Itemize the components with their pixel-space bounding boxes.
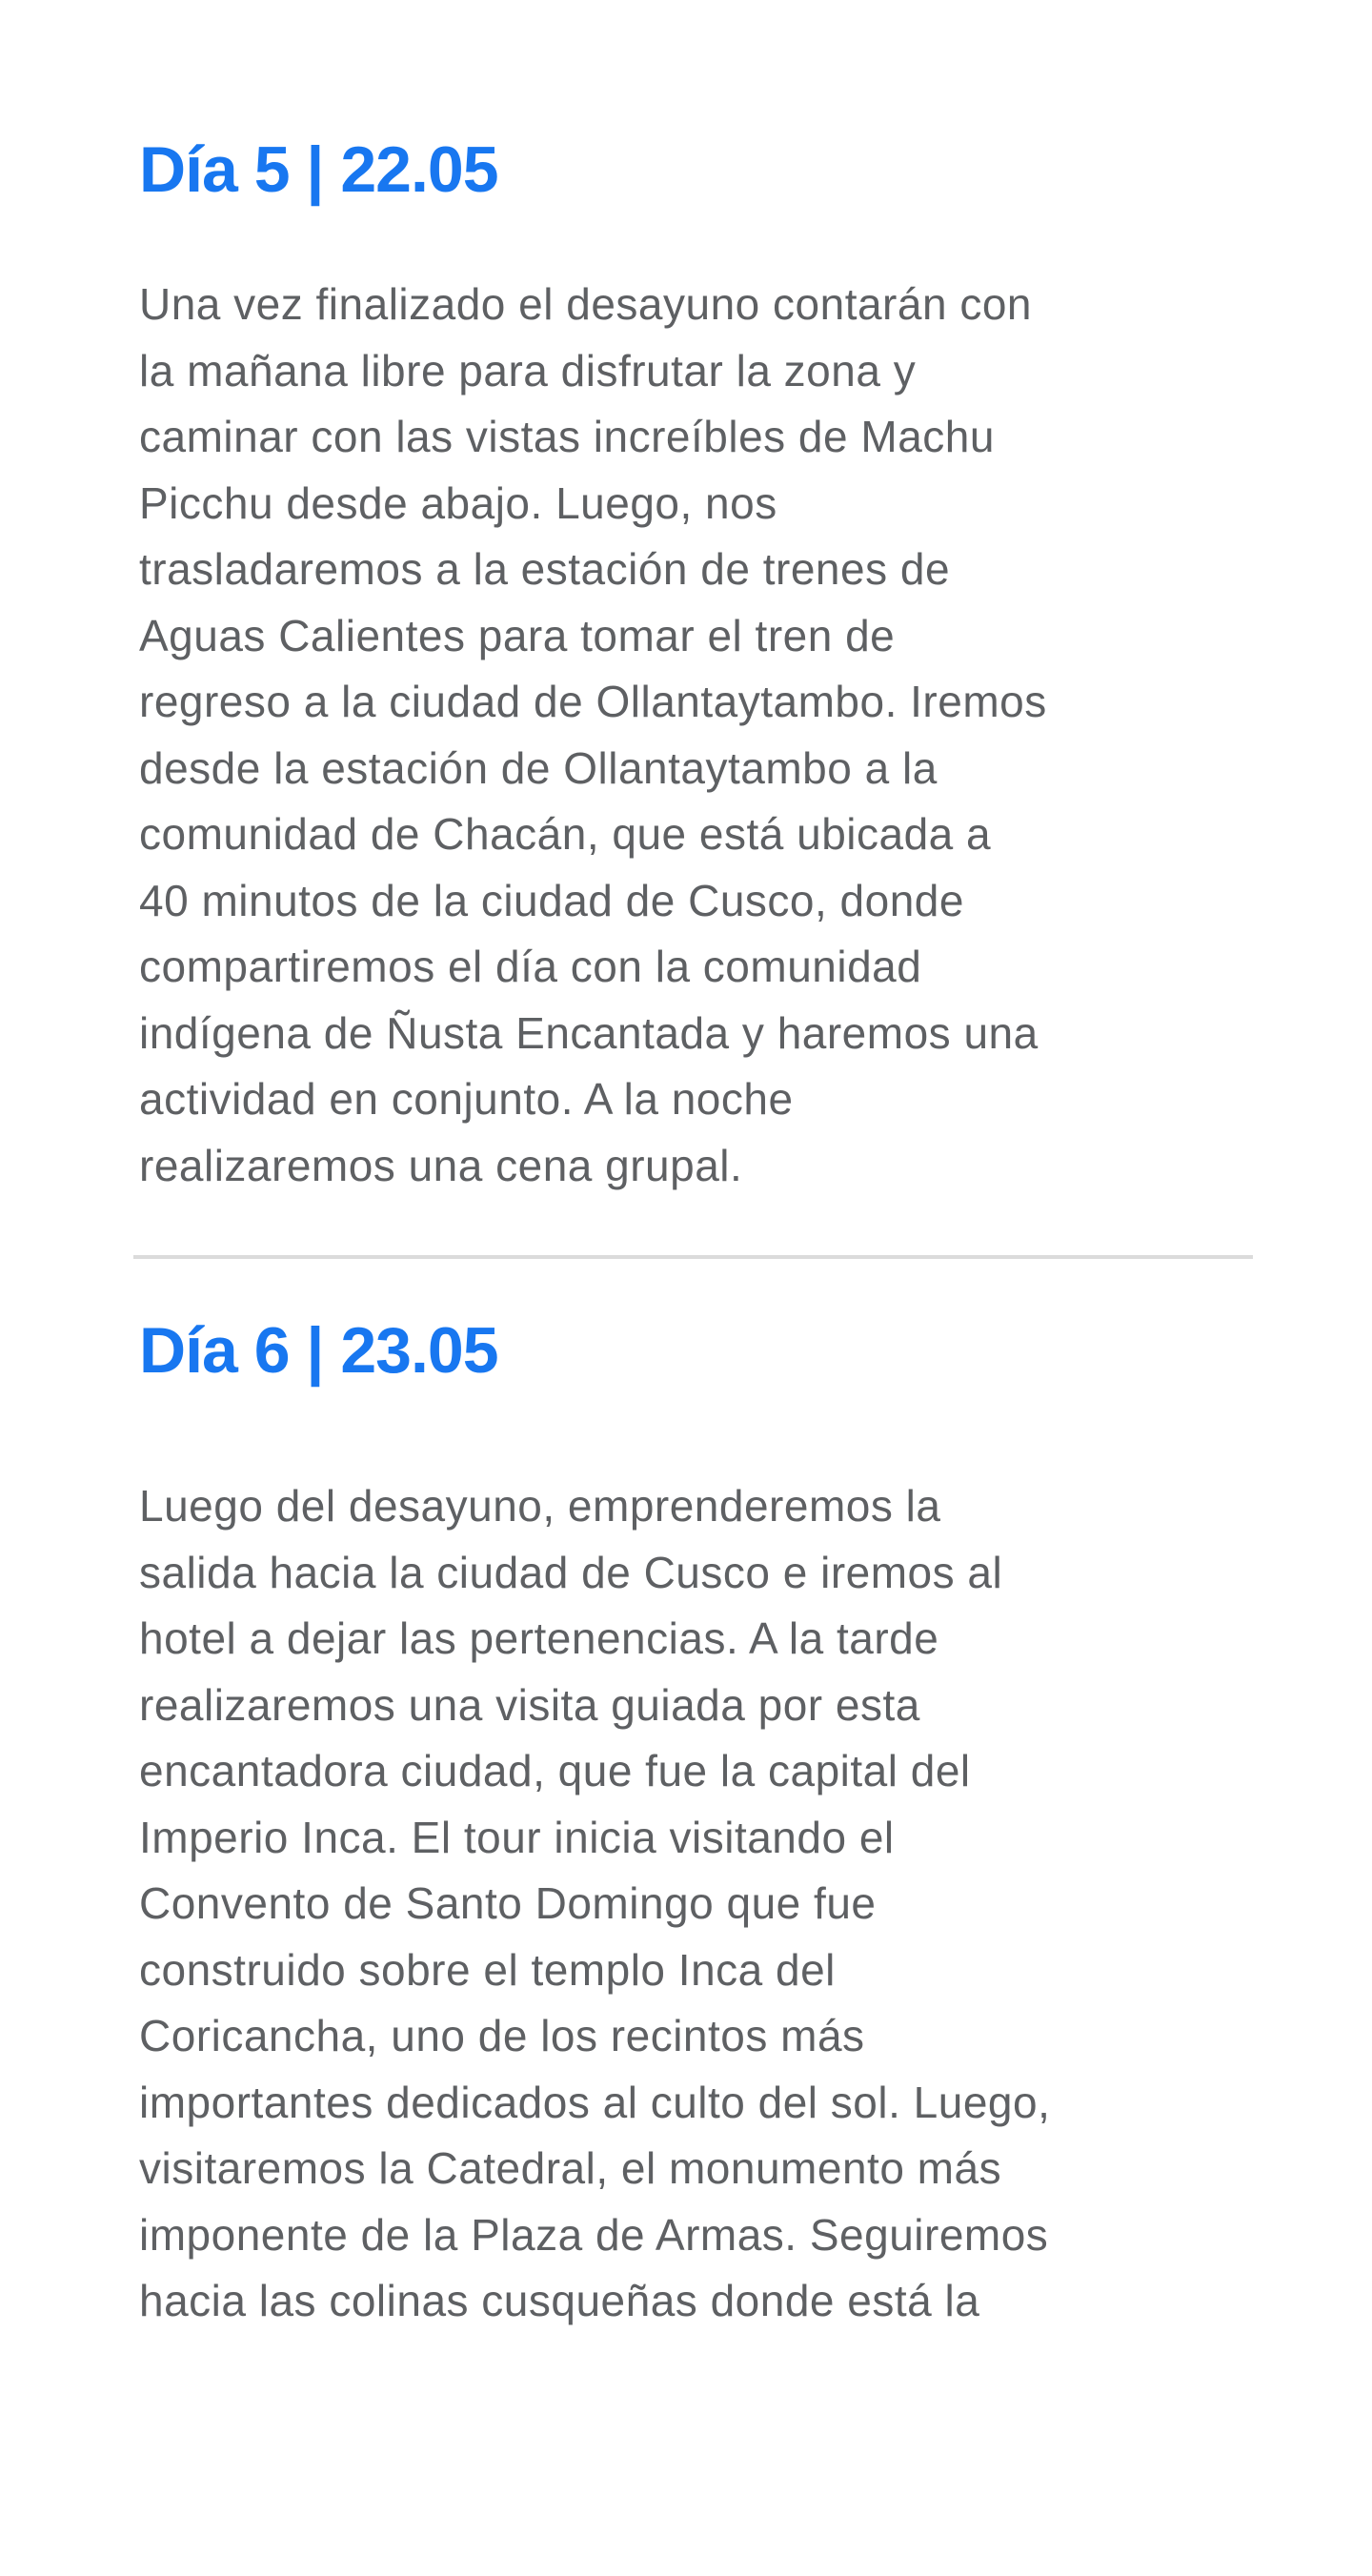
text-line: indígena de Ñusta Encantada y haremos una — [139, 1007, 1039, 1058]
day-5-heading: Día 5 | 22.05 — [139, 133, 498, 206]
section-divider — [133, 1255, 1253, 1259]
day-6-heading: Día 6 | 23.05 — [139, 1314, 498, 1387]
text-line: la mañana libre para disfrutar la zona y — [139, 345, 917, 396]
day-5-description — [139, 272, 1258, 1199]
text-line: visitaremos la Catedral, el monumento más — [139, 2143, 1002, 2193]
itinerary-page — [0, 133, 1372, 2335]
text-line: realizaremos una cena grupal. — [139, 1140, 743, 1190]
text-line: trasladaremos a la estación de trenes de — [139, 544, 951, 594]
day-section-5 — [139, 133, 1258, 1199]
text-line: Aguas Calientes para tomar el tren de — [139, 610, 896, 660]
text-line: Luego del desayuno, emprenderemos la — [139, 1481, 941, 1531]
text-line: actividad en conjunto. A la noche — [139, 1074, 794, 1124]
text-line: comunidad de Chacán, que está ubicada a — [139, 809, 992, 859]
text-line: Picchu desde abajo. Luego, nos — [139, 477, 777, 528]
text-line: construido sobre el templo Inca del — [139, 1944, 836, 1995]
text-line: realizaremos una visita guiada por esta — [139, 1679, 920, 1730]
text-line: Una vez finalizado el desayuno contarán con — [139, 279, 1032, 329]
text-line: imponente de la Plaza de Armas. Seguiremos — [139, 2209, 1049, 2260]
text-line: hacia las colinas cusqueñas donde está la — [139, 2276, 980, 2325]
day-6-description — [139, 1473, 1258, 2335]
text-line: desde la estación de Ollantaytambo a la — [139, 742, 938, 793]
text-line: Imperio Inca. El tour inicia visitando el — [139, 1812, 895, 1862]
text-line: Convento de Santo Domingo que fue — [139, 1878, 877, 1928]
text-line: 40 minutos de la ciudad de Cusco, donde — [139, 875, 964, 925]
text-line: hotel a dejar las pertenencias. A la tarde — [139, 1613, 939, 1663]
text-line: compartiremos el día con la comunidad — [139, 942, 922, 991]
text-line: Coricancha, uno de los recintos más — [139, 2011, 865, 2060]
text-line: importantes dedicados al culto del sol. Luego, — [139, 2077, 1051, 2127]
text-line: salida hacia la ciudad de Cusco e iremos al — [139, 1547, 1003, 1597]
day-section-6 — [139, 1314, 1258, 2335]
text-line: caminar con las vistas increíbles de Machu — [139, 412, 995, 461]
text-line: regreso a la ciudad de Ollantaytambo. Iremos — [139, 677, 1047, 726]
text-line: encantadora ciudad, que fue la capital del — [139, 1746, 971, 1795]
